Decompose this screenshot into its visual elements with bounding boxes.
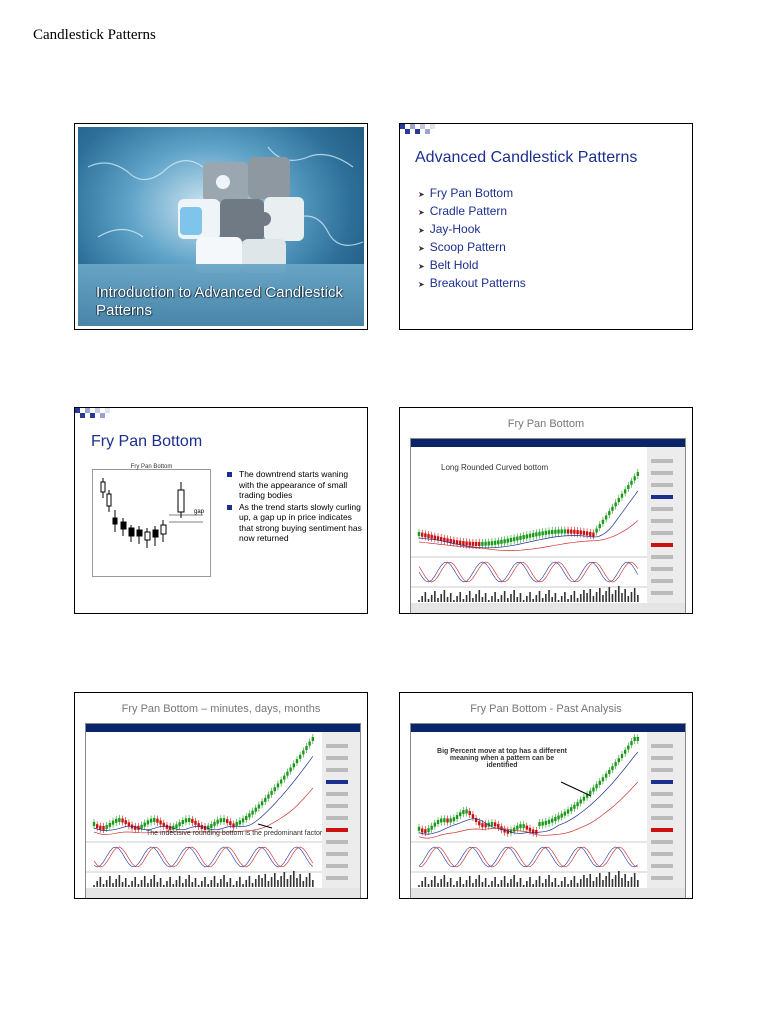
fry-pan-diagram	[92, 464, 211, 577]
slide-title: Introduction to Advanced Candlestick Patterns	[96, 284, 343, 319]
price-chart	[86, 724, 360, 898]
list-item: ➤ Scoop Pattern	[418, 240, 506, 254]
list-item: ➤ Belt Hold	[418, 258, 479, 272]
arrow-bullet-icon: ➤	[418, 208, 425, 217]
document-title: Candlestick Patterns	[33, 27, 156, 43]
slide-heading: Advanced Candlestick Patterns	[415, 149, 638, 166]
slide-corner-decoration	[75, 408, 115, 422]
bullet-item: As the trend starts slowly curling up, a gap up in price indicates that strong buying sentiment has now returned	[227, 502, 362, 544]
bullet-item: The downtrend starts waning with the appearance of small trading bodies	[227, 469, 362, 501]
chart-annotation: The indecisive rounding bottom is the predominant factor	[146, 830, 323, 837]
arrow-bullet-icon: ➤	[418, 262, 425, 271]
slide-title: Fry Pan Bottom - Past Analysis	[470, 703, 622, 715]
chart-annotation: Big Percent move at top has a different meaning when a pattern can be identified	[437, 748, 567, 769]
slide-fry-pan-bottom	[74, 407, 368, 614]
slide-title: Fry Pan Bottom	[507, 418, 585, 430]
agenda-list	[418, 184, 526, 292]
slide-fry-pan-timeframes	[74, 692, 368, 899]
slide-intro	[74, 123, 368, 330]
stock-chart-screenshot	[410, 723, 686, 899]
list-item: ➤ Cradle Pattern	[418, 204, 508, 218]
stock-chart-screenshot	[85, 723, 361, 899]
list-item: ➤ Fry Pan Bottom	[418, 186, 514, 200]
slide-fry-pan-past-analysis	[399, 692, 693, 899]
slide-title: Fry Pan Bottom – minutes, days, months	[121, 703, 321, 715]
arrow-bullet-icon: ➤	[418, 226, 425, 235]
slide-corner-decoration	[400, 124, 440, 138]
slide-fry-pan-chart	[399, 407, 693, 614]
arrow-bullet-icon: ➤	[418, 190, 425, 199]
arrow-bullet-icon: ➤	[418, 280, 425, 289]
diagram-title: Fry Pan Bottom	[130, 464, 173, 470]
chart-annotation: Long Rounded Curved bottom	[441, 463, 549, 472]
list-item: ➤ Jay-Hook	[418, 222, 481, 236]
slide-heading: Fry Pan Bottom	[91, 433, 203, 450]
stock-chart-screenshot	[410, 438, 686, 614]
gap-label: gap	[194, 509, 205, 515]
arrow-bullet-icon: ➤	[418, 244, 425, 253]
slide-agenda	[399, 123, 693, 330]
bullet-list	[227, 469, 362, 545]
list-item: ➤ Breakout Patterns	[418, 276, 526, 290]
